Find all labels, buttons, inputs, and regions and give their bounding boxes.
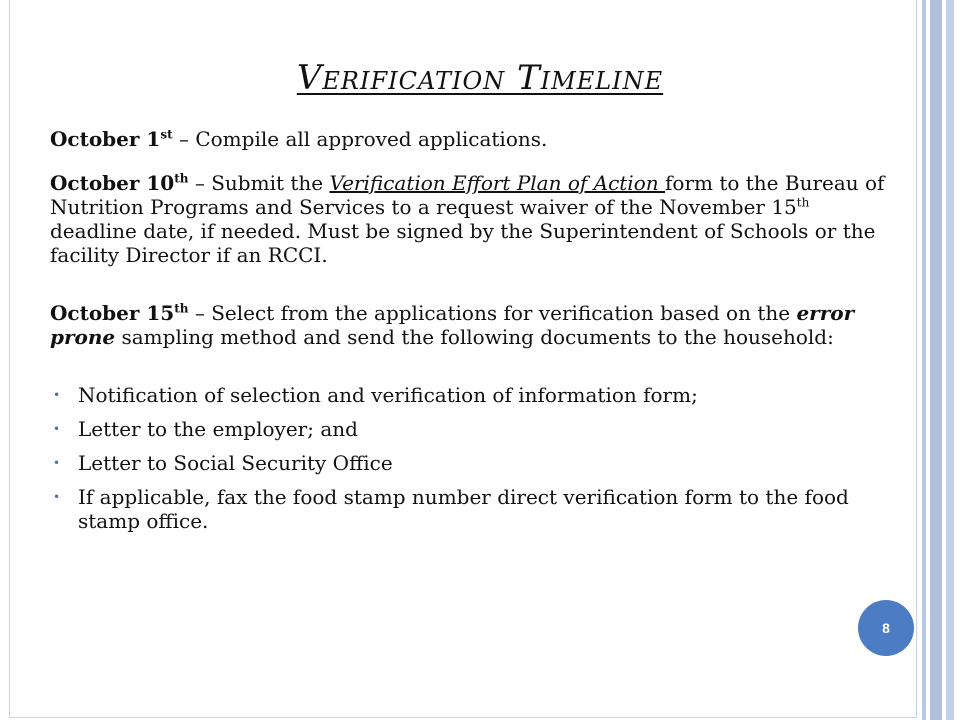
document-list xyxy=(50,383,900,533)
paragraph-text: sampling method and send the following documents to the household: xyxy=(115,325,834,349)
slide-body xyxy=(50,127,900,543)
list-item xyxy=(50,485,900,533)
paragraph-text: deadline date, if needed. Must be signed by the Superintendent of Schools or the facility Director if an RCCI. xyxy=(50,219,876,267)
bullet-icon: • xyxy=(53,456,61,470)
bullet-icon: • xyxy=(53,490,61,504)
list-item-text: Notification of selection and verification of information form; xyxy=(78,383,698,407)
paragraph-october-1 xyxy=(50,127,900,151)
date-label: October 15 xyxy=(50,301,175,325)
date-ordinal: th xyxy=(174,171,189,186)
paragraph-text: – Select from the applications for verification based on the xyxy=(188,301,797,325)
bullet-icon: • xyxy=(53,388,61,402)
date-ordinal: st xyxy=(160,127,173,142)
page-number: 8 xyxy=(882,620,890,636)
paragraph-october-15 xyxy=(50,301,900,349)
list-item xyxy=(50,451,900,475)
date-label: October 10 xyxy=(50,171,175,195)
list-item-text: Letter to the employer; and xyxy=(78,417,358,441)
date-label: October 1 xyxy=(50,127,161,151)
list-item-text: If applicable, fax the food stamp number direct verification form to the food stamp office. xyxy=(78,485,849,533)
paragraph-october-10 xyxy=(50,171,900,267)
form-name: Verification Effort Plan of Action xyxy=(329,171,665,195)
inline-ordinal: th xyxy=(796,195,810,210)
date-ordinal: th xyxy=(174,301,189,316)
emphasis-text: error prone xyxy=(50,301,855,349)
page-number-badge xyxy=(858,600,914,656)
list-item xyxy=(50,417,900,441)
side-stripe xyxy=(954,0,960,720)
side-stripe xyxy=(946,0,954,720)
list-item xyxy=(50,383,900,407)
bullet-icon: • xyxy=(53,422,61,436)
paragraph-text: – Compile all approved applications. xyxy=(172,127,548,151)
list-item-text: Letter to Social Security Office xyxy=(78,451,393,475)
paragraph-text: – Submit the xyxy=(188,171,330,195)
paragraph-text: form to the Bureau of Nutrition Programs and Services to a request waiver of the November 15 xyxy=(50,171,885,219)
slide-title: Verification Timeline xyxy=(296,58,664,98)
side-stripe xyxy=(930,0,942,720)
